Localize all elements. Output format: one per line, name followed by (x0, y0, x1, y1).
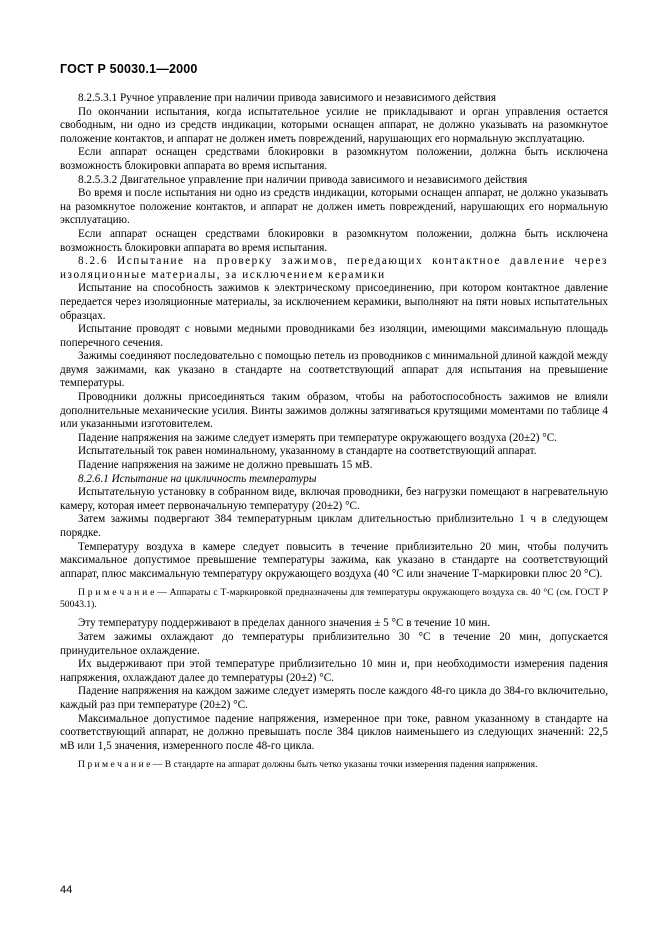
page-content (60, 92, 608, 771)
paragraph-motor-interlock: Если аппарат оснащен средствами блокировки в разомкнутом положении, должна быть исключена возможность блокировки аппарата во время испытания. (60, 227, 608, 254)
page-header: ГОСТ Р 50030.1—2000 (60, 62, 198, 76)
paragraph-manual-control-result: По окончании испытания, когда испытательное усилие не прикладывают и орган управления остается свободным, ни одно из средств индикации, которыми оснащен аппарат, не должно указывать на разомкнутое положение контактов, и аппарат не должен иметь повреждений, нарушающих его нормальную эксплуатацию. (60, 105, 608, 145)
paragraph-terminal-series-connection: Зажимы соединяют последовательно с помощью петель из проводников с минимальной длиной каждой между двумя зажимами, как указано в стандарте на соответствующий аппарат для испытания на превышение температуры. (60, 350, 608, 390)
paragraph-8-2-5-3-1-title: 8.2.5.3.1 Ручное управление при наличии привода зависимого и независимого действия (78, 92, 497, 104)
paragraph-hold-temperature: Эту температуру поддерживают в пределах данного значения ± 5 °С в течение 10 мин. (78, 617, 491, 630)
paragraph-test-current: Испытательный ток равен номинальному, указанному в стандарте на соответствующий аппарат. (78, 445, 537, 458)
paragraph-manual-interlock: Если аппарат оснащен средствами блокировки в разомкнутом положении, должна быть исключена возможность блокировки аппарата во время испытания. (60, 146, 608, 172)
note-measurement-points: П р и м е ч а н и е — В стандарте на аппарат должны быть четко указаны точки измерения падения напряжения. (78, 759, 538, 771)
paragraph-motor-control-result: Во время и после испытания ни одно из средств индикации, которыми оснащен аппарат, не должно указывать на разомкнутое положение контактов, и аппарат не должен иметь повреждений, нарушающих его нормальную эксплуатацию. (60, 187, 608, 227)
paragraph-384-cycles: Затем зажимы подвергают 384 температурным циклам длительностью приблизительно 1 ч в следующем порядке. (60, 513, 608, 539)
paragraph-cooling: Затем зажимы охлаждают до температуры приблизительно 30 °С в течение 20 мин, допускается принудительное охлаждение. (60, 630, 608, 657)
paragraph-terminal-test-samples: Испытание на способность зажимов к электрическому присоединению, при котором контактное давление передается через изоляционные материалы, за исключением керамики, выполняют на пяти новых испытательных образцах. (60, 282, 608, 322)
paragraph-temperature-rise: Температуру воздуха в камере следует повысить в течение приблизительно 20 мин, чтобы получить максимальное допустимое превышение температуры зажима, как указано в стандарте на соответствующий аппарат, плюс максимальную температуру окружающего воздуха (40 °С или значение Т-маркировки плюс 20 °С). (60, 540, 608, 580)
paragraph-conductor-attachment: Проводники должны присоединяться таким образом, чтобы на работоспособность зажимов не влияли дополнительные механические усилия. Винты зажимов должны затягиваться крутящими моментами по таблице 4 или указанными изготовителем. (60, 391, 608, 431)
paragraph-voltage-drop-limit: Падение напряжения на зажиме не должно превышать 15 мВ. (78, 459, 373, 472)
paragraph-max-voltage-drop: Максимальное допустимое падение напряжения, измеренное при токе, равном указанному в стандарте на соответствующий аппарат, не должно превышать после 384 циклов наименьшего из следующих значений: 22,5 мВ или 1,5 значения, измеренного после 48-го цикла. (60, 712, 608, 752)
paragraph-hold-cooling: Их выдерживают при этой температуре приблизительно 10 мин и, при необходимости измерения падения напряжения, охлаждают далее до температуры (20±2) °С. (60, 658, 608, 684)
paragraph-8-2-6-heading: 8.2.6 Испытание на проверку зажимов, передающих контактное давление через изоляционные материалы, за исключением керамики (60, 255, 608, 281)
paragraph-heating-chamber: Испытательную установку в собранном виде, включая проводники, без нагрузки помещают в нагревательную камеру, которая имеет первоначальную температуру (20±2) °С. (60, 486, 608, 512)
paragraph-voltage-drop-measurement: Падение напряжения на зажиме следует измерять при температуре окружающего воздуха (20±2) °С. (78, 431, 557, 444)
page-number: 44 (60, 884, 73, 896)
paragraph-8-2-5-3-2-title: 8.2.5.3.2 Двигательное управление при наличии привода зависимого и независимого действия (78, 173, 528, 186)
note-t-marking: П р и м е ч а н и е — Аппараты с Т-маркировкой предназначены для температуры окружающего воздуха св. 40 °С (см. ГОСТ Р 50043.1). (60, 587, 608, 611)
paragraph-copper-conductors: Испытание проводят с новыми медными проводниками без изоляции, имеющими максимальную площадь поперечного сечения. (60, 323, 608, 349)
paragraph-measure-each-48: Падение напряжения на каждом зажиме следует измерять после каждого 48-го цикла до 384-го включительно, каждый раз при температуре (20±2) °С. (60, 685, 608, 711)
paragraph-8-2-6-1-title: 8.2.6.1 Испытание на цикличность температуры (78, 472, 317, 485)
